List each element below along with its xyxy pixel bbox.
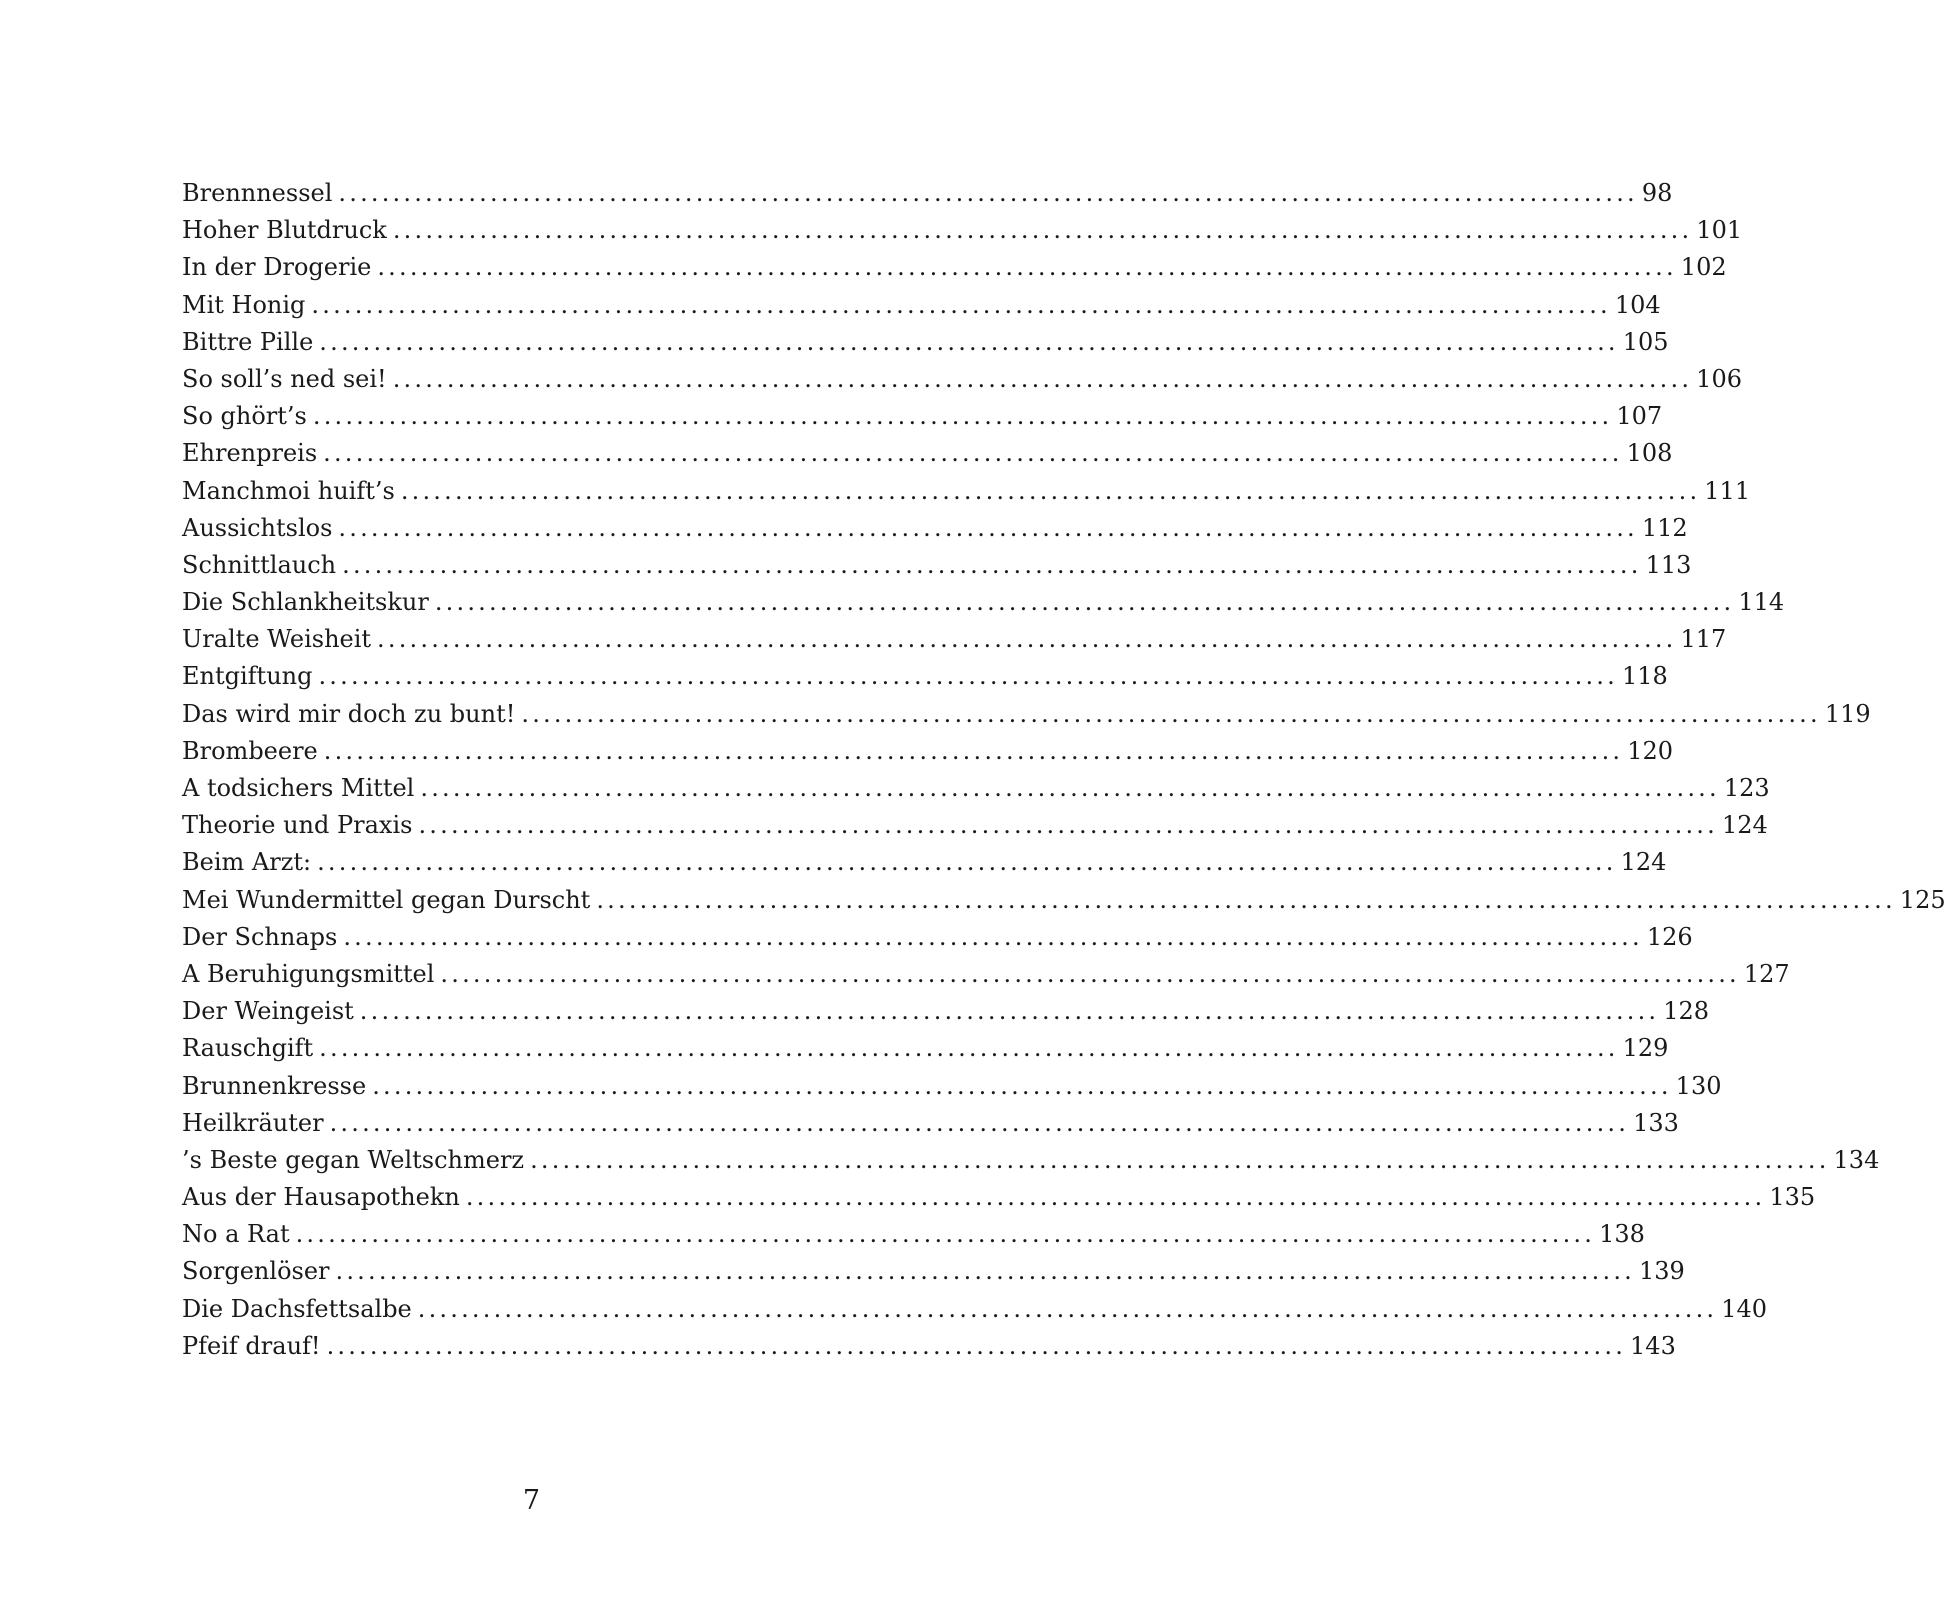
dot-leader: ........................................................................................................................ — [392, 364, 1693, 393]
dot-leader: ........................................................................................................................ — [377, 625, 1677, 654]
toc-entry-page: 111 — [1704, 476, 1751, 505]
toc-entry-page: 102 — [1680, 253, 1727, 282]
toc-entry-page: 114 — [1738, 588, 1785, 617]
toc-entry — [182, 1105, 1679, 1142]
toc-entry — [182, 993, 1710, 1030]
toc-entry-page: 118 — [1621, 662, 1668, 691]
toc-entry — [182, 249, 1727, 286]
toc-entry-page: 107 — [1616, 402, 1663, 431]
dot-leader: ........................................................................................................................ — [420, 774, 1720, 802]
dot-leader: ........................................................................................................................ — [392, 216, 1693, 245]
toc-entry-page: 104 — [1614, 290, 1661, 319]
toc-entry-page: 124 — [1620, 848, 1667, 877]
dot-leader: ........................................................................................................................ — [418, 811, 1718, 840]
toc-entry-page: 129 — [1622, 1034, 1669, 1063]
dot-leader: ........................................................................................................................ — [323, 736, 1624, 765]
dot-leader: ........................................................................................................................ — [521, 699, 1821, 728]
toc-entry — [182, 510, 1688, 547]
toc-entry-title: So ghört’s — [182, 402, 307, 431]
toc-entry — [182, 733, 1674, 770]
dot-leader: ........................................................................................................................ — [434, 588, 1735, 617]
toc-entry-title: Heilkräuter — [182, 1108, 324, 1137]
toc-entry-title: Hoher Blutdruck — [182, 216, 387, 245]
toc-entry-page: 120 — [1627, 736, 1674, 765]
toc-entry — [182, 473, 1751, 510]
toc-entry-page: 113 — [1645, 550, 1692, 579]
toc-entry — [182, 1179, 1816, 1216]
dot-leader: ........................................................................................................................ — [335, 1257, 1635, 1286]
dot-leader: ........................................................................................................................ — [372, 1071, 1672, 1100]
dot-leader: ........................................................................................................................ — [295, 1220, 1596, 1249]
toc-entry-page: 130 — [1675, 1071, 1722, 1100]
toc-entry-page: 106 — [1696, 364, 1742, 393]
toc-entry-page: 139 — [1638, 1257, 1685, 1286]
toc-entry-title: Der Schnaps — [182, 922, 338, 951]
toc-entry-title: Schnittlauch — [182, 550, 337, 579]
toc-entry-title: In der Drogerie — [182, 253, 372, 282]
toc-entry-title: Die Dachsfettsalbe — [182, 1294, 412, 1323]
dot-leader: ........................................................................................................................ — [312, 402, 1613, 431]
toc-entry-title: Aussichtslos — [182, 513, 333, 542]
toc-entry — [182, 621, 1727, 658]
page-number: 7 — [522, 1485, 541, 1516]
toc-entry-title: Bittre Pille — [182, 327, 314, 356]
toc-entry-page: 124 — [1721, 811, 1768, 840]
dot-leader: ........................................................................................................................ — [342, 550, 1642, 579]
toc-entry-page: 140 — [1721, 1294, 1768, 1323]
toc-entry — [182, 361, 1742, 398]
toc-entry-title: A todsichers Mittel — [182, 774, 415, 802]
toc-entry — [182, 212, 1743, 249]
toc-entry-title: Rauschgift — [182, 1034, 314, 1063]
toc-entry — [182, 658, 1668, 695]
toc-entry-title: Uralte Weisheit — [182, 625, 372, 654]
toc-entry-page: 125 — [1899, 885, 1946, 914]
toc-entry-title: Die Schlankheitskur — [182, 588, 429, 617]
toc-entry-page: 128 — [1663, 997, 1710, 1026]
toc-entry-title: Brombeere — [182, 736, 318, 765]
toc-entry — [182, 1142, 1880, 1179]
toc-entry — [182, 1216, 1645, 1253]
dot-leader: ........................................................................................................................ — [319, 1034, 1619, 1063]
toc-entry-page: 98 — [1641, 179, 1673, 207]
toc-entry — [182, 584, 1785, 621]
dot-leader: ........................................................................................................................ — [377, 253, 1677, 282]
toc-entry-title: Brennnessel — [182, 179, 333, 207]
toc-entry — [182, 696, 1871, 733]
dot-leader: ........................................................................................................................ — [343, 922, 1643, 951]
toc-entry — [182, 1328, 1676, 1365]
toc-entry-title: A Beruhigungsmittel — [182, 959, 435, 988]
toc-entry-title: Ehrenpreis — [182, 439, 318, 468]
toc-entry-title: No a Rat — [182, 1220, 290, 1249]
toc-entry-title: Brunnenkresse — [182, 1071, 367, 1100]
toc-entry — [182, 1253, 1685, 1290]
dot-leader: ........................................................................................................................ — [329, 1108, 1630, 1137]
toc-entry — [182, 1291, 1768, 1328]
toc-entry-title: Der Weingeist — [182, 997, 354, 1026]
toc-entry — [182, 435, 1673, 472]
toc-entry — [182, 844, 1667, 881]
toc-entry-page: 123 — [1723, 774, 1770, 802]
dot-leader: ........................................................................................................................ — [417, 1294, 1718, 1323]
toc-entry-title: Beim Arzt: — [182, 848, 312, 877]
toc-entry-page: 135 — [1769, 1183, 1816, 1212]
dot-leader: ........................................................................................................................ — [440, 959, 1740, 988]
toc-entry — [182, 919, 1693, 956]
toc-entry-page: 105 — [1622, 327, 1669, 356]
toc-entry-page: 117 — [1680, 625, 1727, 654]
toc-entry-title: Das wird mir doch zu bunt! — [182, 699, 516, 728]
toc-entry-page: 126 — [1646, 922, 1693, 951]
toc-entry-page: 133 — [1633, 1108, 1679, 1137]
toc-entry-title: Entgiftung — [182, 662, 313, 691]
toc-entry-page: 119 — [1824, 699, 1871, 728]
dot-leader: ........................................................................................................................ — [596, 885, 1896, 914]
toc-entry — [182, 1068, 1722, 1105]
toc-entry-title: Aus der Hausapothekn — [182, 1183, 460, 1212]
toc-entry-title: Mit Honig — [182, 290, 306, 319]
toc-entry-page: 127 — [1743, 959, 1790, 988]
toc-entry — [182, 287, 1661, 324]
dot-leader: ........................................................................................................................ — [311, 290, 1611, 319]
dot-leader: ........................................................................................................................ — [326, 1331, 1627, 1360]
toc-entry-page: 134 — [1833, 1145, 1880, 1174]
toc-entry — [182, 175, 1673, 212]
toc-entry — [182, 1030, 1669, 1067]
toc-entry — [182, 398, 1663, 435]
toc-entry-title: Pfeif drauf! — [182, 1331, 321, 1360]
toc-entry-title: So soll’s ned sei! — [182, 364, 387, 393]
dot-leader: ........................................................................................................................ — [530, 1145, 1830, 1174]
dot-leader: ........................................................................................................................ — [317, 848, 1617, 877]
toc-entry-page: 143 — [1630, 1331, 1676, 1360]
dot-leader: ........................................................................................................................ — [465, 1183, 1766, 1212]
toc-entry-page: 101 — [1696, 216, 1743, 245]
toc-entry-title: ’s Beste gegan Weltschmerz — [182, 1145, 525, 1174]
dot-leader: ........................................................................................................................ — [338, 513, 1638, 542]
toc-entry — [182, 324, 1669, 361]
dot-leader: ........................................................................................................................ — [318, 662, 1618, 691]
dot-leader: ........................................................................................................................ — [359, 997, 1660, 1026]
toc-entry — [182, 882, 1946, 919]
toc-entry — [182, 770, 1770, 807]
toc-entry-page: 112 — [1641, 513, 1688, 542]
dot-leader: ........................................................................................................................ — [323, 439, 1623, 468]
dot-leader: ........................................................................................................................ — [319, 327, 1619, 356]
toc-entry-title: Theorie und Praxis — [182, 811, 413, 840]
dot-leader: ........................................................................................................................ — [400, 476, 1701, 505]
toc-entry-page: 138 — [1599, 1220, 1645, 1249]
toc-entry-title: Sorgenlöser — [182, 1257, 330, 1286]
toc-entry-title: Manchmoi huift’s — [182, 476, 395, 505]
toc-entry — [182, 807, 1768, 844]
table-of-contents — [182, 175, 1946, 1365]
toc-entry — [182, 547, 1692, 584]
dot-leader: ........................................................................................................................ — [338, 179, 1638, 207]
toc-entry-page: 108 — [1626, 439, 1673, 468]
toc-entry — [182, 956, 1790, 993]
toc-entry-title: Mei Wundermittel gegan Durscht — [182, 885, 591, 914]
